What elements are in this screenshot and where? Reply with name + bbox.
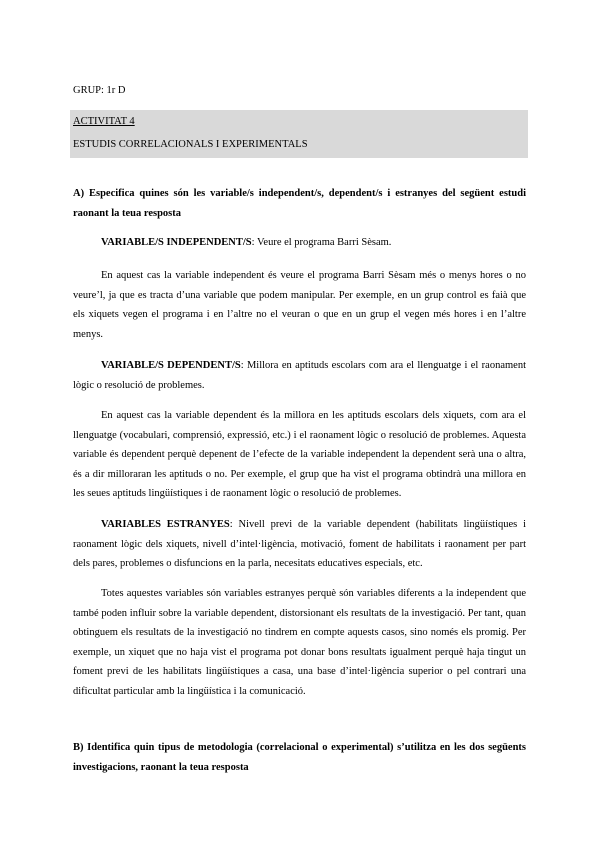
extraneous-variables-value: : Nivell previ de la variable dependent (habilitats lingüístiques i raonament lògic dels xiquets, nivell d’intel·ligència, motivació, foment de habilitats i raonament per part dels pares, problemes o disfuncions en la parla, necesitats educatives especials, etc. [73, 519, 526, 569]
question-b: B) Identifica quin tipus de metodologia (correlacional o experimental) s’utilitza en les dos següents investigacions, raonant la teua resposta [73, 742, 526, 773]
dependent-variable-explanation: En aquest cas la variable dependent és la millora en les aptituds escolars dels xiquets, com ara el llenguatge (vocabulari, comprensió, expressió, etc.) i el raonament lògic o resolució de problemes. Aquesta variable és dependent perquè depenent de l’efecte de la variable independent la dependent serà una o altra, és a dir milloraran les aptituds o no. Per exemple, el grup que ha vist el programa obtindrà una millora en les seues aptituds lingüístiques i de raonament lògic o resolució de problemes. [73, 410, 526, 499]
activity-title: ESTUDIS CORRELACIONALS I EXPERIMENTALS [73, 139, 308, 150]
question-a: A) Especifica quines són les variable/s independent/s, dependent/s i estranyes del següent estudi raonant la teua resposta [73, 188, 526, 219]
independent-variable-label: VARIABLE/S INDEPENDENT/S [101, 237, 252, 248]
dependent-variable-value: : Millora en aptituds escolars com ara el llenguatge i el raonament lògic o resolució de problemes. [73, 360, 526, 391]
extraneous-variables-line [73, 515, 526, 574]
activity-number: ACTIVITAT 4 [73, 116, 135, 127]
group-label: GRUP: 1r D [73, 85, 126, 96]
dependent-variable-line [73, 356, 526, 395]
extraneous-variables-explanation: Totes aquestes variables són variables estranyes perquè són variables diferents a la independent que també poden influir sobre la variable dependent, distorsionant els resultats de la investigació. Per tant, quan obtinguem els resultats de la investigació no tindrem en compte aquests casos, sino només els promig. Per exemple, un xiquet que no haja vist el programa pot donar bons resultats igualment perquè haja tingut un foment previ de les habilitats lingüístiques a casa, una base d’intel·ligència superior o pel contrari una dificultat particular amb la lingüística i la comunicació. [73, 588, 526, 697]
independent-variable-explanation: En aquest cas la variable independent és veure el programa Barri Sèsam més o menys hores o no veure’l, ja que es tracta d’una variable que podem manipular. Per exemple, en un grup control es faià que els xiquets vegen el programa i en l’altre no el veuran o que en un grup el vegen més hores i en l’altre menys. [73, 270, 526, 340]
extraneous-variables-label: VARIABLES ESTRANYES [101, 519, 230, 530]
dependent-variable-label: VARIABLE/S DEPENDENT/S [101, 360, 241, 371]
independent-variable-value: : Veure el programa Barri Sèsam. [251, 237, 392, 248]
independent-variable-line [73, 234, 526, 251]
